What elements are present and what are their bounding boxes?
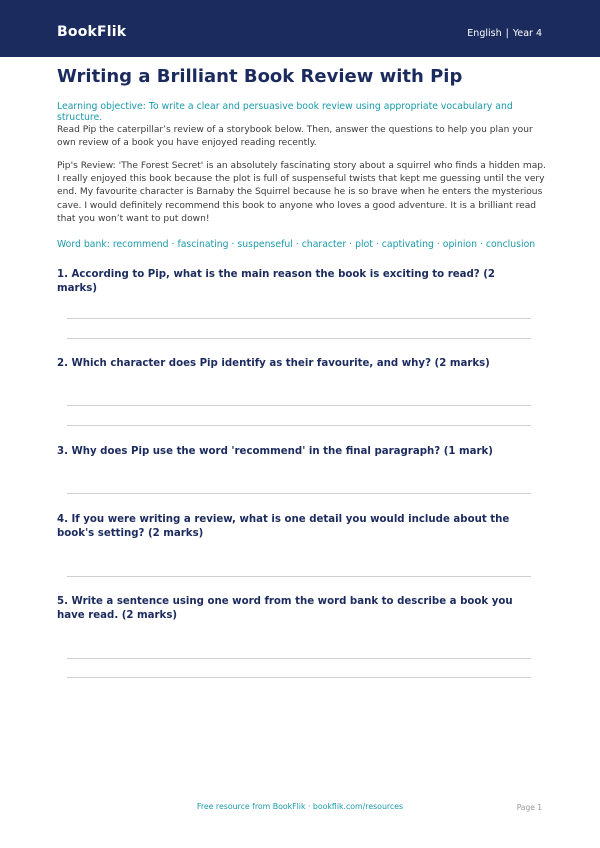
answer-line-5a[interactable] (67, 658, 531, 659)
answer-line-2b[interactable] (67, 425, 531, 426)
answer-line-2a[interactable] (67, 405, 531, 406)
answer-line-4a[interactable] (67, 576, 531, 577)
year-label: Year 4 (512, 28, 542, 39)
footer-link[interactable]: Free resource from BookFlik · bookflik.com/resources (196, 802, 404, 811)
separator: | (505, 28, 509, 39)
question-5: 5. Write a sentence using one word from the word bank to describe a book you have read. (2 marks) (57, 596, 513, 621)
answer-line-5b[interactable] (67, 677, 531, 678)
brand-logo[interactable]: BookFlik (57, 24, 127, 40)
subject-year-label (467, 28, 542, 39)
subject-label: English (467, 28, 502, 39)
page-title: Writing a Brilliant Book Review with Pip (57, 66, 463, 87)
question-2: 2. Which character does Pip identify as their favourite, and why? (2 marks) (57, 358, 490, 369)
answer-line-1b[interactable] (67, 338, 531, 339)
review-paragraph: Pip's Review: 'The Forest Secret' is an absolutely fascinating story about a squirrel who finds a hidden map. I really enjoyed this book because the plot is full of suspenseful twists that kept me guessing until the very end. My favourite character is Barnaby the Squirrel because he is so brave when he enters the mysterious cave. I would definitely recommend this book to anyone who loves a good adventure. It is a brilliant read that you won’t want to put down! (57, 161, 546, 224)
header-bar (0, 0, 600, 57)
question-4: 4. If you were writing a review, what is one detail you would include about the book's setting? (2 marks) (57, 514, 510, 539)
learning-objective: Learning objective: To write a clear and persuasive book review using appropriate vocabulary and structure. (57, 101, 513, 123)
page-number: Page 1 (516, 803, 542, 812)
word-bank: Word bank: recommend · fascinating · suspenseful · character · plot · captivating · opinion · conclusion (57, 239, 536, 250)
answer-line-1a[interactable] (67, 318, 531, 319)
intro-paragraph: Read Pip the caterpillar’s review of a storybook below. Then, answer the questions to help you plan your own review of a book you have enjoyed reading recently. (57, 125, 533, 149)
question-1: 1. According to Pip, what is the main reason the book is exciting to read? (2 marks) (57, 269, 496, 294)
answer-line-3a[interactable] (67, 493, 531, 494)
question-3: 3. Why does Pip use the word 'recommend' in the final paragraph? (1 mark) (57, 446, 493, 457)
